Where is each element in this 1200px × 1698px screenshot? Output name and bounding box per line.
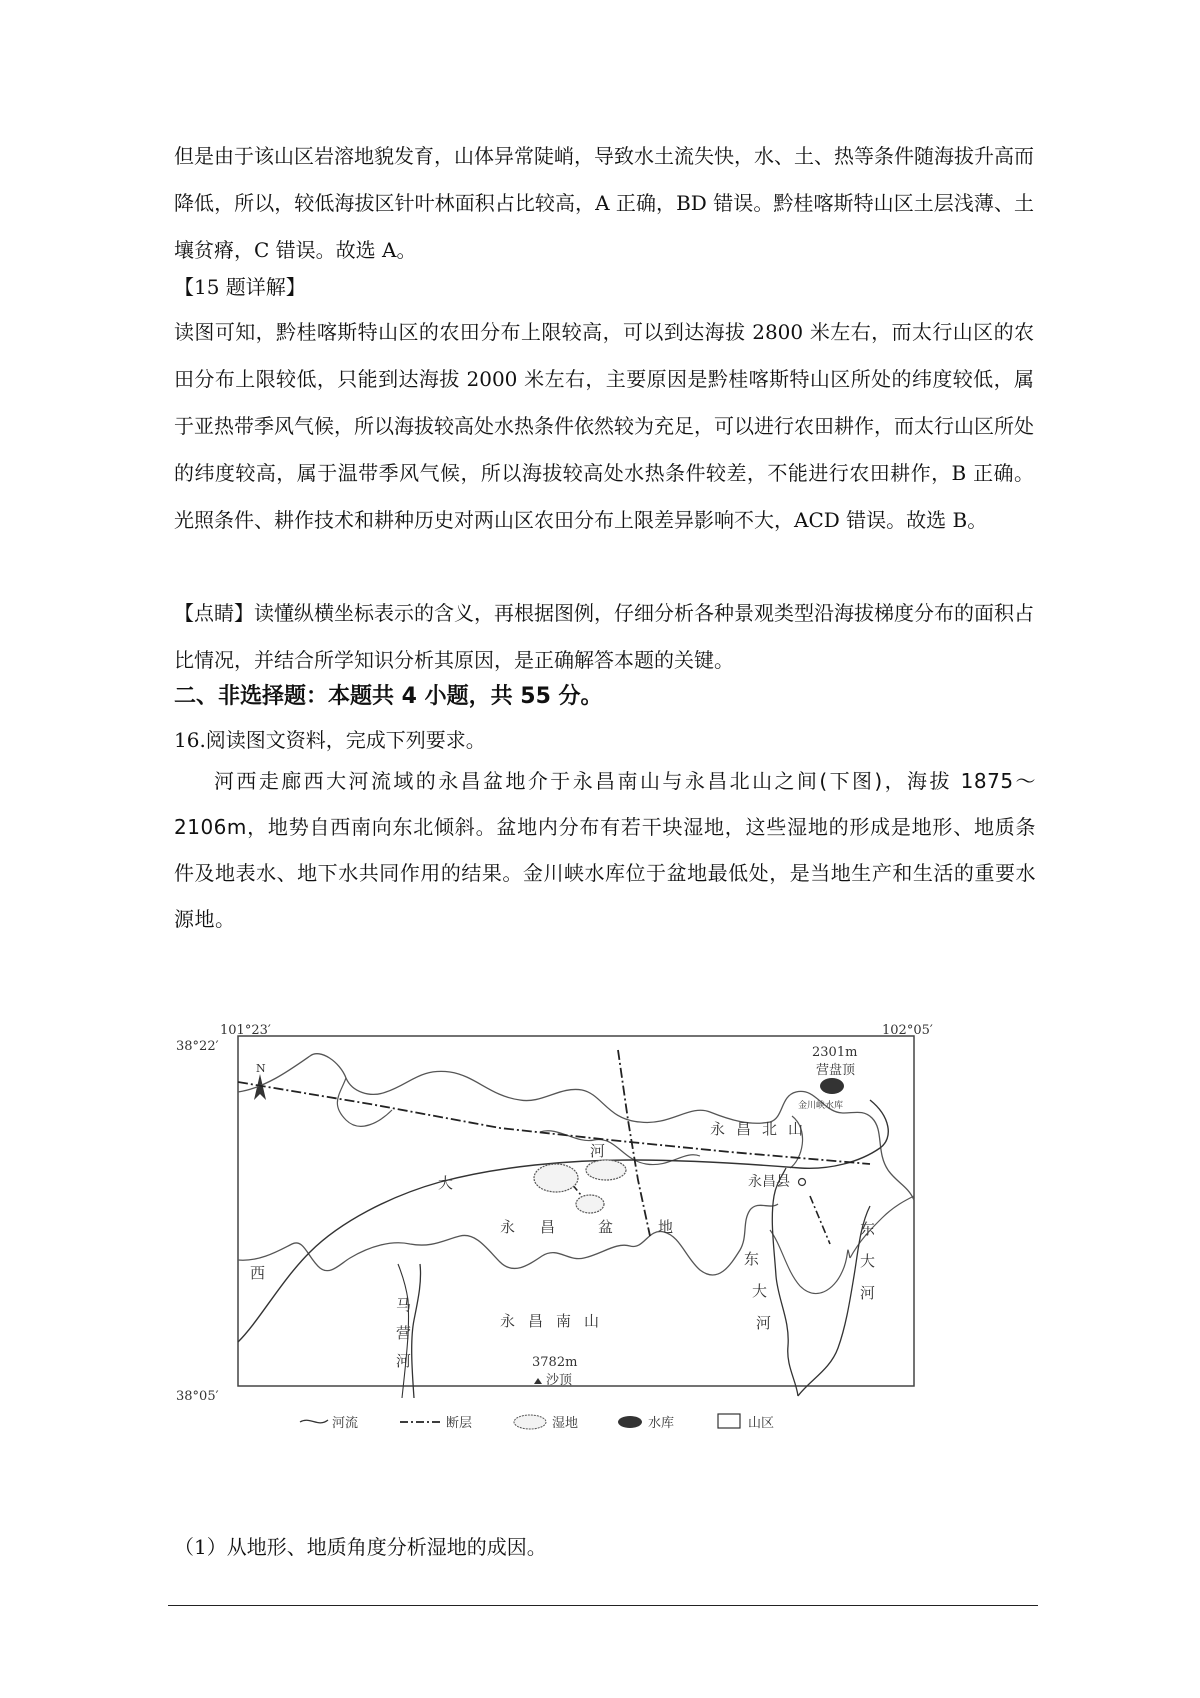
peak1-name: 营盘顶	[816, 1063, 856, 1078]
map-legend	[300, 1414, 774, 1431]
south-mountain-boundary	[238, 1204, 778, 1275]
legend-fault: 断层	[446, 1416, 473, 1431]
legend-reservoir: 水库	[648, 1416, 675, 1431]
dongda1-c2: 大	[752, 1282, 768, 1300]
lon-right-label: 102°05′	[882, 1023, 933, 1038]
question-16-intro: 河西走廊西大河流域的永昌盆地介于永昌南山与永昌北山之间(下图)，海拔 1875～2106m，地势自西南向东北倾斜。盆地内分布有若干块湿地，这些湿地的形成是地形、地质条件及地表水、地下水共同作用的结果。金川峡水库位于盆地最低处，是当地生产和生活的重要水源地。	[174, 769, 1036, 931]
legend-river: 河流	[332, 1416, 359, 1431]
q15-title: 【15 题详解】	[174, 275, 306, 299]
north-mountain-spur	[337, 1078, 392, 1126]
peak2-elev: 3782m	[532, 1355, 578, 1370]
legend-river-icon	[300, 1420, 328, 1423]
dongda-river-west	[772, 1168, 798, 1396]
maying-river	[412, 1264, 421, 1398]
legend-wetland-icon	[514, 1415, 546, 1429]
legend-wetland: 湿地	[552, 1416, 579, 1431]
peak2-name: 沙顶	[546, 1373, 573, 1388]
basin-c2: 昌	[540, 1218, 556, 1236]
south-mtn-c2: 昌	[528, 1312, 544, 1330]
reservoir-marker	[820, 1078, 844, 1094]
south-mtn-c3: 南	[556, 1312, 572, 1330]
south-mtn-c4: 山	[584, 1312, 600, 1330]
maying-c2: 营	[396, 1324, 412, 1342]
north-mtn-c3: 北	[762, 1120, 778, 1138]
north-label: N	[256, 1062, 266, 1075]
river-label-he: 河	[590, 1142, 606, 1160]
dongda2-c3: 河	[860, 1284, 876, 1302]
east-valley-edge	[770, 1230, 850, 1293]
peak1-elev: 2301m	[812, 1045, 858, 1060]
legend-mountain-icon	[718, 1414, 740, 1428]
maying-c1: 马	[396, 1296, 412, 1314]
paragraph-answer-14: 但是由于该山区岩溶地貌发育，山体异常陡峭，导致水土流失快，水、土、热等条件随海拔升高而降低，所以，较低海拔区针叶林面积占比较高，A 正确，BD 错误。黔桂喀斯特山区土层浅薄、土壤贫瘠，C 错误。故选 A。	[174, 144, 1034, 262]
basin-c1: 永	[500, 1218, 516, 1236]
south-mtn-c1: 永	[500, 1312, 516, 1330]
lon-left-label: 101°23′	[220, 1023, 271, 1038]
peak2-triangle-icon	[534, 1378, 542, 1384]
footer-divider	[168, 1605, 1038, 1606]
north-mtn-c2: 昌	[736, 1120, 752, 1138]
question-16: 16.阅读图文资料，完成下列要求。	[174, 728, 486, 752]
legend-mountain: 山区	[748, 1416, 775, 1431]
paragraph-tip: 【点睛】读懂纵横坐标表示的含义，再根据图例，仔细分析各种景观类型沿海拔梯度分布的面积占比情况，并结合所学知识分析其原因，是正确解答本题的关键。	[174, 601, 1034, 672]
lat-top-label: 38°22′	[176, 1039, 219, 1054]
wetland-1	[534, 1164, 578, 1192]
reservoir-label: 金川峡水库	[798, 1101, 844, 1111]
dongda1-c1: 东	[744, 1250, 760, 1268]
dongda2-c1: 东	[860, 1220, 876, 1238]
basin-c4: 地	[658, 1218, 674, 1236]
county-marker	[799, 1179, 806, 1186]
question-16-1: （1）从地形、地质角度分析湿地的成因。	[174, 1535, 547, 1559]
north-mtn-c4: 山	[788, 1120, 804, 1138]
river-label-xi: 西	[250, 1264, 266, 1282]
north-mtn-c1: 永	[710, 1120, 726, 1138]
north-arrow-icon	[254, 1062, 266, 1100]
wetland-2	[586, 1160, 626, 1180]
dongda2-c2: 大	[860, 1252, 876, 1270]
legend-reservoir-icon	[618, 1416, 642, 1428]
map-frame	[238, 1036, 914, 1386]
lat-bottom-label: 38°05′	[176, 1389, 219, 1404]
river-label-da: 大	[438, 1174, 454, 1192]
dongda1-c3: 河	[756, 1314, 772, 1332]
yongchang-basin-map	[170, 1000, 940, 1470]
paragraph-answer-15: 读图可知，黔桂喀斯特山区的农田分布上限较高，可以到达海拔 2800 米左右，而太行山区的农田分布上限较低，只能到达海拔 2000 米左右，主要原因是黔桂喀斯特山区所处的纬度较低，属于亚热带季风气候，所以海拔较高处水热条件依然较为充足，可以进行农田耕作，而太行山区所处的纬度较高，属于温带季风气候，所以海拔较高处水热条件较差，不能进行农田耕作，B 正确。光照条件、耕作技术和耕种历史对两山区农田分布上限差异影响不大，ACD 错误。故选 B。	[174, 320, 1034, 532]
section-heading: 二、非选择题：本题共 4 小题，共 55 分。	[174, 684, 603, 709]
county-label: 永昌县	[748, 1174, 790, 1190]
basin-c3: 盆	[598, 1218, 614, 1236]
maying-c3: 河	[396, 1352, 412, 1370]
fault-short-east	[810, 1196, 830, 1244]
wetland-3	[576, 1195, 604, 1213]
